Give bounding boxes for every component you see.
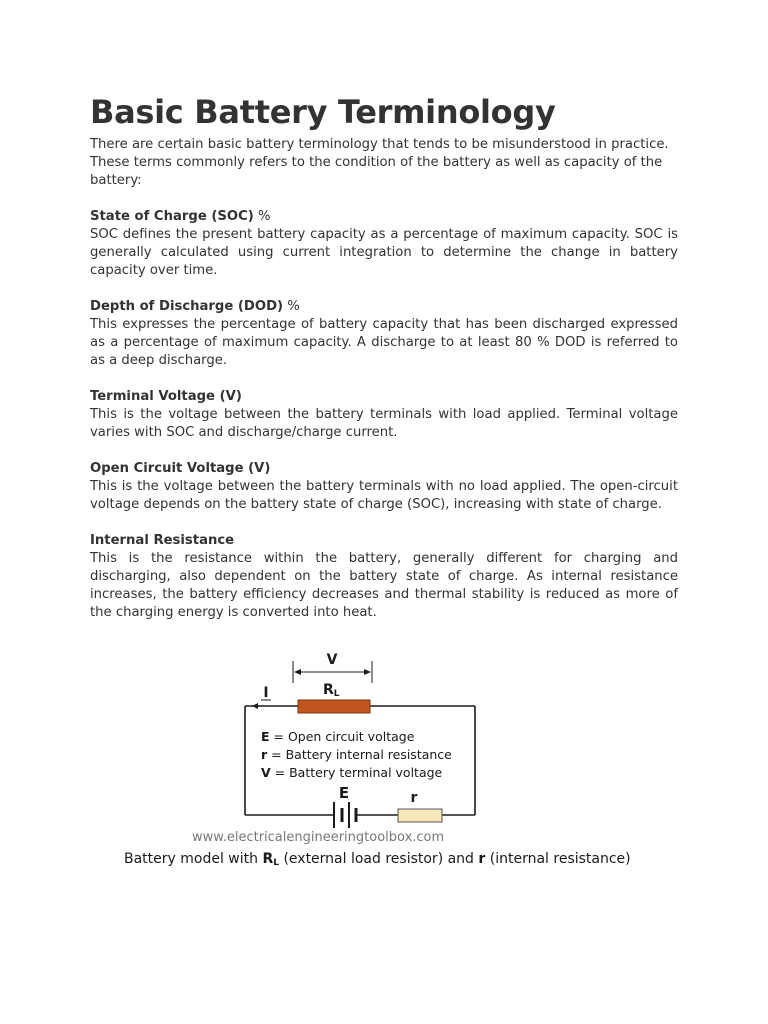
term-body: SOC defines the present battery capacity as a percentage of maximum capacity. SOC is generally calculated using current integration to determine the change in battery capacity over time. <box>90 227 678 278</box>
term-body: This is the voltage between the battery terminals with load applied. Terminal voltage varies with SOC and discharge/charge current. <box>90 407 678 440</box>
term-body: This is the voltage between the battery terminals with no load applied. The open-circuit voltage depends on the battery state of charge (SOC), increasing with state of charge. <box>90 479 678 512</box>
term-dod <box>90 298 678 370</box>
term-heading <box>90 532 678 550</box>
term-heading-text: Terminal Voltage (V) <box>90 389 242 404</box>
figure-caption <box>124 851 631 868</box>
caption-part-1: Battery model with <box>124 851 263 867</box>
legend-text: = Battery terminal voltage <box>270 765 443 780</box>
caption-r: r <box>478 851 486 867</box>
legend-symbol: r <box>261 747 268 762</box>
term-body: This expresses the percentage of battery capacity that has been discharged expressed as a percentage of maximum capacity. A discharge to at least 80 % DOD is referred to as a deep discharge. <box>90 317 678 368</box>
internal-resistor-label: r <box>410 790 418 806</box>
load-resistor-label <box>323 682 340 699</box>
legend-text: = Battery internal resistance <box>267 747 452 762</box>
caption-rl-sub: L <box>273 858 279 868</box>
term-heading <box>90 460 678 478</box>
term-heading-suffix: % <box>283 299 300 314</box>
caption-part-3: (internal resistance) <box>485 851 631 867</box>
legend-symbol: V <box>261 765 271 780</box>
legend-item-v <box>261 765 443 780</box>
load-resistor-label-sub: L <box>333 689 340 699</box>
current-arrow <box>252 703 258 709</box>
term-heading-text: State of Charge (SOC) <box>90 209 254 224</box>
term-heading-text: Open Circuit Voltage (V) <box>90 461 271 476</box>
intro-paragraph: There are certain basic battery terminology that tends to be misunderstood in practice. These terms commonly refers to the condition of the battery as well as capacity of the battery: <box>90 137 669 188</box>
legend-item-e <box>261 729 415 744</box>
term-heading-suffix: % <box>253 209 271 224</box>
legend-text: = Open circuit voltage <box>269 729 415 744</box>
term-terminal-voltage <box>90 388 678 442</box>
term-heading <box>90 388 678 406</box>
page-title: Basic Battery Terminology <box>90 93 556 131</box>
legend-symbol: E <box>261 729 270 744</box>
document-page <box>90 92 678 622</box>
load-resistor <box>298 700 370 713</box>
caption-part-2: (external load resistor) and <box>279 851 479 867</box>
v-arrow-head-right <box>364 669 371 675</box>
term-heading <box>90 298 678 316</box>
v-arrow-head-left <box>294 669 301 675</box>
term-heading-text: Depth of Discharge (DOD) <box>90 299 284 314</box>
term-open-circuit-voltage <box>90 460 678 514</box>
term-soc <box>90 208 678 280</box>
term-body: This is the resistance within the battery, generally different for charging and discharging, also dependent on the battery state of charge. As internal resistance increases, the battery efficiency decreases and thermal stability is reduced as more of the charging energy is converted into heat. <box>90 551 678 620</box>
load-resistor-label-main: R <box>323 682 334 698</box>
term-internal-resistance <box>90 532 678 622</box>
battery-e-label: E <box>338 784 350 802</box>
term-heading-text: Internal Resistance <box>90 533 235 548</box>
battery-model-figure <box>120 645 690 875</box>
term-heading <box>90 208 678 226</box>
circuit-diagram <box>120 645 690 875</box>
caption-rl-main: R <box>262 851 274 867</box>
legend-item-r <box>261 747 452 762</box>
current-label: I <box>263 685 269 701</box>
watermark-text: www.electricalengineeringtoolbox.com <box>192 830 445 845</box>
v-label: V <box>326 652 338 668</box>
internal-resistor <box>398 809 442 822</box>
